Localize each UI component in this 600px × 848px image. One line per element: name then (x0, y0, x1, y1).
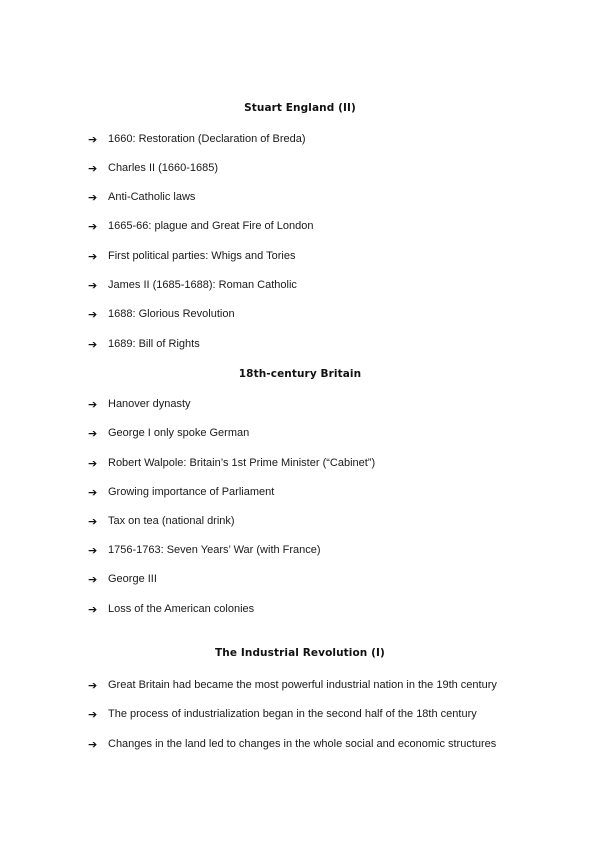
arrow-icon: ➔ (88, 219, 98, 233)
list-item (88, 219, 313, 233)
list-item (88, 602, 254, 616)
list-item (88, 337, 200, 351)
list-item-text: Loss of the American colonies (108, 603, 255, 615)
list-item (88, 307, 235, 321)
list-item-text: 1689: Bill of Rights (108, 338, 200, 350)
list-item (88, 456, 375, 470)
list-item-text: Hanover dynasty (108, 398, 191, 410)
arrow-icon: ➔ (88, 514, 98, 528)
list-item (88, 190, 195, 204)
list-item (88, 426, 249, 440)
list-item-text: Tax on tea (national drink) (108, 515, 235, 527)
arrow-icon: ➔ (88, 543, 98, 557)
arrow-icon: ➔ (88, 278, 98, 292)
list-item-text: George I only spoke German (108, 427, 250, 439)
list-item-text: The process of industrialization began in the second half of the 18th century (108, 708, 477, 720)
list-item (88, 278, 297, 292)
list-item (88, 397, 191, 411)
arrow-icon: ➔ (88, 485, 98, 499)
arrow-icon: ➔ (88, 307, 98, 321)
arrow-icon: ➔ (88, 737, 98, 751)
list-item-text: 1756-1763: Seven Years’ War (with France) (108, 544, 321, 556)
list-item (88, 572, 157, 586)
list-item-text: Charles II (1660-1685) (108, 162, 219, 174)
list-item-text: Great Britain had became the most powerful industrial nation in the 19th century (108, 679, 497, 691)
list-item-text: Growing importance of Parliament (108, 486, 275, 498)
arrow-icon: ➔ (88, 249, 98, 263)
arrow-icon: ➔ (88, 161, 98, 175)
arrow-icon: ➔ (88, 397, 98, 411)
section-heading-18th-century: 18th-century Britain (238, 368, 362, 380)
arrow-icon: ➔ (88, 337, 98, 351)
arrow-icon: ➔ (88, 602, 98, 616)
arrow-icon: ➔ (88, 132, 98, 146)
list-item (88, 161, 218, 175)
list-item-text: 1665-66: plague and Great Fire of London (108, 220, 314, 232)
list-item (88, 737, 496, 751)
list-item (88, 543, 321, 557)
list-item (88, 678, 497, 692)
section-heading-industrial-revolution: The Industrial Revolution (I) (215, 647, 385, 659)
list-item-text: 1660: Restoration (Declaration of Breda) (108, 133, 306, 145)
list-item-text: Anti-Catholic laws (108, 191, 196, 203)
list-item-text: Robert Walpole: Britain’s 1st Prime Minister (“Cabinet”) (108, 457, 376, 469)
arrow-icon: ➔ (88, 678, 98, 692)
list-item-text: George III (108, 573, 157, 585)
list-item-text: Changes in the land led to changes in the whole social and economic structures (108, 738, 497, 750)
list-item (88, 707, 477, 721)
list-item-text: First political parties: Whigs and Tories (108, 250, 296, 262)
list-item (88, 132, 306, 146)
arrow-icon: ➔ (88, 190, 98, 204)
list-item-text: 1688: Glorious Revolution (108, 308, 235, 320)
list-item (88, 249, 295, 263)
arrow-icon: ➔ (88, 456, 98, 470)
list-item-text: James II (1685-1688): Roman Catholic (108, 279, 297, 291)
arrow-icon: ➔ (88, 426, 98, 440)
arrow-icon: ➔ (88, 707, 98, 721)
list-item (88, 514, 235, 528)
section-heading-stuart-england: Stuart England (II) (244, 102, 356, 114)
arrow-icon: ➔ (88, 572, 98, 586)
list-item (88, 485, 274, 499)
